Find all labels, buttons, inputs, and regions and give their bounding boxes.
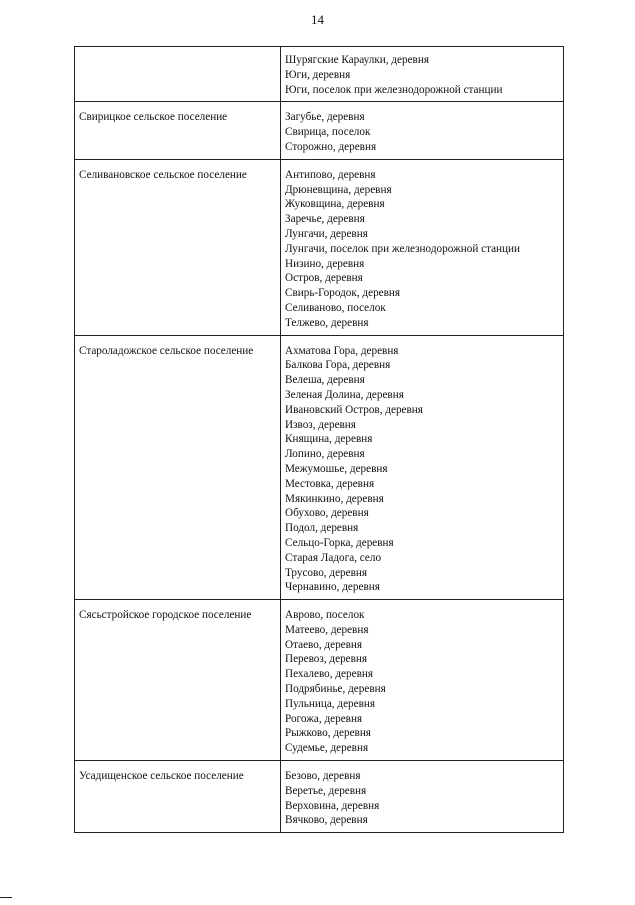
locality-item: Телжево, деревня	[285, 316, 369, 329]
locality-item: Вячково, деревня	[285, 814, 368, 827]
locality-item: Свирица, поселок	[285, 126, 371, 139]
table-row	[75, 335, 564, 600]
district-cell: Селивановское сельское поселение	[75, 159, 281, 335]
locality-item: Отаево, деревня	[285, 638, 363, 651]
locality-item: Сельцо-Горка, деревня	[285, 536, 394, 549]
locality-item: Селиваново, поселок	[285, 301, 386, 314]
locality-item: Лунгачи, деревня	[285, 227, 368, 240]
table-row	[75, 47, 564, 102]
locality-item: Местовка, деревня	[285, 477, 375, 490]
locality-item: Юги, деревня	[285, 68, 351, 81]
settlements-table-body	[75, 47, 564, 833]
settlements-table	[74, 46, 564, 833]
locality-item: Лунгачи, поселок при железнодорожной станции	[285, 242, 521, 255]
locality-item: Загубье, деревня	[285, 111, 365, 124]
locality-item: Перевоз, деревня	[285, 653, 368, 666]
locality-item: Мякинкино, деревня	[285, 492, 384, 505]
localities-cell	[281, 335, 564, 600]
locality-item: Пехалево, деревня	[285, 668, 373, 681]
locality-item: Ивановский Остров, деревня	[285, 403, 423, 416]
margin-mark	[0, 897, 12, 898]
locality-item: Остров, деревня	[285, 272, 363, 285]
localities-cell	[281, 47, 564, 102]
locality-item: Матеево, деревня	[285, 623, 369, 636]
locality-item: Низино, деревня	[285, 257, 365, 270]
locality-item: Дрюневщина, деревня	[285, 183, 392, 196]
district-cell: Усадищенское сельское поселение	[75, 761, 281, 833]
locality-item: Заречье, деревня	[285, 213, 365, 226]
locality-item: Веретье, деревня	[285, 784, 367, 797]
table-row	[75, 102, 564, 159]
district-cell: Староладожское сельское поселение	[75, 335, 281, 600]
localities-cell	[281, 600, 564, 761]
locality-item: Сторожно, деревня	[285, 140, 377, 153]
localities-cell	[281, 761, 564, 833]
locality-item: Антипово, деревня	[285, 168, 376, 181]
locality-item: Старая Ладога, село	[285, 551, 382, 564]
page-number: 14	[311, 12, 324, 27]
table-row	[75, 159, 564, 335]
table-row	[75, 761, 564, 833]
locality-item: Трусово, деревня	[285, 566, 368, 579]
locality-item: Подрябинье, деревня	[285, 683, 386, 696]
district-cell: Сясьстройское городское поселение	[75, 600, 281, 761]
table-row	[75, 600, 564, 761]
locality-item: Свирь-Городок, деревня	[285, 287, 401, 300]
district-cell	[75, 47, 281, 102]
locality-item: Княщина, деревня	[285, 433, 373, 446]
district-cell: Свирицкое сельское поселение	[75, 102, 281, 159]
locality-item: Жуковщина, деревня	[285, 198, 385, 211]
locality-item: Безово, деревня	[285, 770, 361, 783]
locality-item: Рыжково, деревня	[285, 727, 371, 740]
locality-item: Верховина, деревня	[285, 799, 380, 812]
locality-item: Балкова Гора, деревня	[285, 359, 391, 372]
locality-item: Пульница, деревня	[285, 697, 376, 710]
locality-item: Аврово, поселок	[285, 609, 365, 622]
locality-item: Чернавино, деревня	[285, 581, 380, 594]
localities-cell	[281, 159, 564, 335]
locality-item: Лопино, деревня	[285, 448, 365, 461]
locality-item: Межумошье, деревня	[285, 462, 388, 475]
locality-item: Подол, деревня	[285, 522, 359, 535]
locality-item: Рогожа, деревня	[285, 712, 363, 725]
locality-item: Юги, поселок при железнодорожной станции	[285, 83, 503, 96]
locality-item: Извоз, деревня	[285, 418, 356, 431]
locality-item: Ахматова Гора, деревня	[285, 344, 399, 357]
locality-item: Судемье, деревня	[285, 742, 369, 755]
locality-item: Велеша, деревня	[285, 374, 365, 387]
locality-item: Обухово, деревня	[285, 507, 369, 520]
localities-cell	[281, 102, 564, 159]
locality-item: Зеленая Долина, деревня	[285, 388, 404, 401]
locality-item: Шурягские Караулки, деревня	[285, 54, 429, 66]
